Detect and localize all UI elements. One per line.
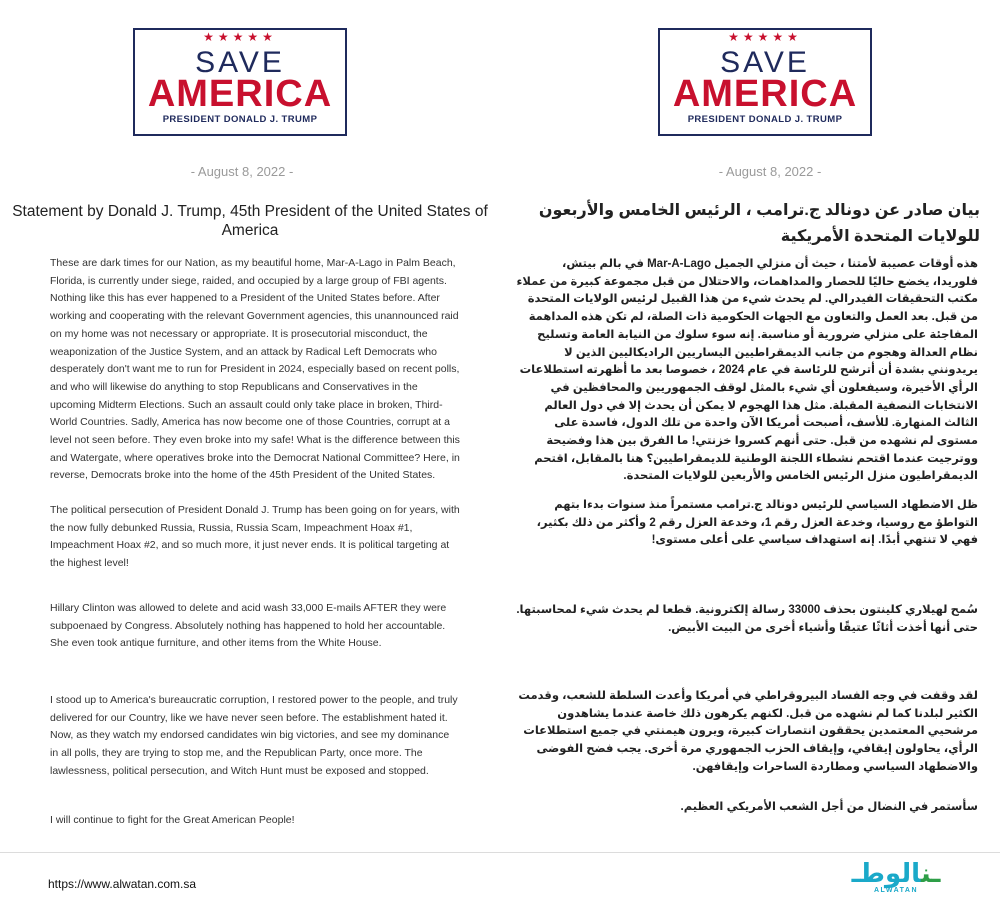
paragraph: لقد وقفت في وجه الفساد البيروقراطي في أمريكا وأعدت السلطة للشعب، وقدمت الكثير لبلدنا كما لم نشهده من قبل. لكنهم يكرهون ذلك خاصة عندما يشاهدون مرشحيي المعتمدين يحققون انتصارات كبيرة، ويرون هيمنتي في جميع استطلاعات الرأي، يحاولون إيقافي، وإيقاف الحزب الجمهوري مرة أخرى. يجب فضح الفوضى والاضطهاد السياسي ومطاردة الساحرات وإيقافهن. [518, 690, 978, 773]
alwatan-logo-main: الوطـ [851, 858, 921, 888]
alwatan-logo-end: ـن [920, 858, 941, 888]
alwatan-logo-wordmark [850, 858, 942, 888]
logo-subtitle: PRESIDENT DONALD J. TRUMP [162, 114, 318, 125]
source-link[interactable]: https://www.alwatan.com.sa [48, 877, 197, 891]
logo-save-text: SAVE [720, 46, 810, 79]
logo-subtitle: PRESIDENT DONALD J. TRUMP [687, 114, 843, 125]
logo-america-text: AMERICA [147, 73, 333, 115]
statement-title: Statement by Donald J. Trump, 45th President of the United States of America [12, 203, 488, 239]
paragraph: I will continue to fight for the Great American People! [50, 814, 295, 826]
english-column [8, 0, 492, 852]
save-america-logo [133, 28, 347, 136]
paragraph: The political persecution of President Donald J. Trump has been going on for years, with the now fully debunked Russia, Russia, Russia Scam, Impeachment Hoax #1, Impeachment Hoax #2, and so much more, it just never ends. It is political targeting at the highest level! [50, 504, 460, 570]
stars-icon: ★★★★★ [203, 30, 277, 44]
save-america-logo [658, 28, 872, 136]
paragraph: I stood up to America's bureaucratic corruption, I restored power to the people, and truly delivered for our Country, like we have never seen before. The establishment hated it. Now, as they watch my endorsed candidates win big victories, and see my dominance in all polls, they are trying to stop me, and the Republican Party, once more. The lawlessness, political persecution, and Witch Hunt must be exposed and stopped. [50, 694, 458, 777]
paragraph: هذه أوقات عصيبة لأمتنا ، حيث أن منزلي الجميل Mar-A-Lago في بالم بيتش، فلوريدا، يخضع حاليًا للحصار والمداهمات، والاحتلال من قبل مجموعة كبيرة من عملاء مكتب التحقيقات الفيدرالي. لم يحدث شيء من هذا القبيل لرئيس الولايات المتحدة من قبل. بعد العمل والتعاون مع الجهات الحكومية ذات الصلة، لم تكن هذه المداهمة المفاجئة على منزلي ضرورية أو مناسبة. إنه سوء سلوك من النيابة العامة وتسليح نظام العدالة وهجوم من جانب الديمقراطيين اليساريين الراديكاليين الذين لا يريدونني بشدة أن أترشح للرئاسة في عام 2024 ، خصوصا بعد ما أظهرته استطلاعات الرأي الأخيرة، وسيفعلون أي شيء بالمثل لوقف الجمهوريين والمحافظين في الانتخابات النصفية المقبلة. مثل هذا الهجوم لا يمكن أن يحدث إلا في دول العالم الثالث المنهارة. للأسف، أصبحت أمريكا الآن واحدة من تلك الدول، فاسدة على مستوى لم نشهده من قبل. حتى أنهم كسروا خزنتي! ما الفرق بين هذا وفضيحة ووترجيت عندما اقتحم نشطاء اللجنة الوطنية للديمقراطيين؟ هنا بالمقابل، اقتحم الديمقراطيون منزل الرئيس الخامس والأربعين للولايات المتحدة. [516, 258, 978, 483]
logo-save-text: SAVE [195, 46, 285, 79]
paragraph: These are dark times for our Nation, as my beautiful home, Mar-A-Lago in Palm Beach, Florida, is currently under siege, raided, and occupied by a large group of FBI agents. Nothing like this has ever happened to a President of the United States before. After working and cooperating with the relevant Government agencies, this unannounced raid on my home was not necessary or appropriate. It is prosecutorial misconduct, the weaponization of the Justice System, and an attack by Radical Left Democrats who desperately don't want me to run for President in 2024, especially based on recent polls, and who will likewise do anything to stop Republicans and Conservatives in the upcoming Midterm Elections. Such an assault could only take place in broken, Third-World Countries. Sadly, America has now become one of those Countries, corrupt at a level not seen before. They even broke into my safe! What is the difference between this and Watergate, where operatives broke into the Democrat National Committee? Here, in reverse, Democrats broke into the home of the 45th President of the United States. [50, 257, 460, 482]
footer-divider [0, 852, 1000, 853]
stars-icon: ★★★★★ [728, 30, 802, 44]
statement-date: - August 8, 2022 - [718, 164, 822, 179]
paragraph: سأستمر في النضال من أجل الشعب الأمريكي العظيم. [680, 801, 978, 813]
paragraph: ظل الاضطهاد السياسي للرئيس دونالد ج.ترامب مستمراً منذ سنوات بدءا بتهم التواطؤ مع روسيا، وخدعة العزل رقم 1، وخدعة العزل رقم 2 وأكثر من ذلك بكثير، فهي لا تنتهي أبدًا. إنه استهداف سياسي على أعلى مستوى! [536, 499, 978, 547]
arabic-column [508, 0, 992, 852]
statement-title: بيان صادر عن دونالد ج.ترامب ، الرئيس الخامس والأربعون للولايات المتحدة الأمريكية [538, 202, 980, 245]
logo-america-text: AMERICA [672, 73, 858, 115]
alwatan-logo [850, 858, 950, 898]
paragraph: Hillary Clinton was allowed to delete and acid wash 33,000 E-mails AFTER they were subpoenaed by Congress. Absolutely nothing has happened to hold her accountable. She even took antique furniture, and other items from the White House. [50, 602, 447, 650]
paragraph: سُمح لهيلاري كلينتون بحذف 33000 رسالة إلكترونية. قطعا لم يحدث شيء لمحاسبتها. حتى أنها أخذت أثاثًا عتيقًا وأشياء أخرى من البيت الأبيض. [516, 604, 978, 634]
alwatan-logo-latin: ALWATAN [873, 887, 919, 894]
statement-date: - August 8, 2022 - [190, 164, 294, 179]
